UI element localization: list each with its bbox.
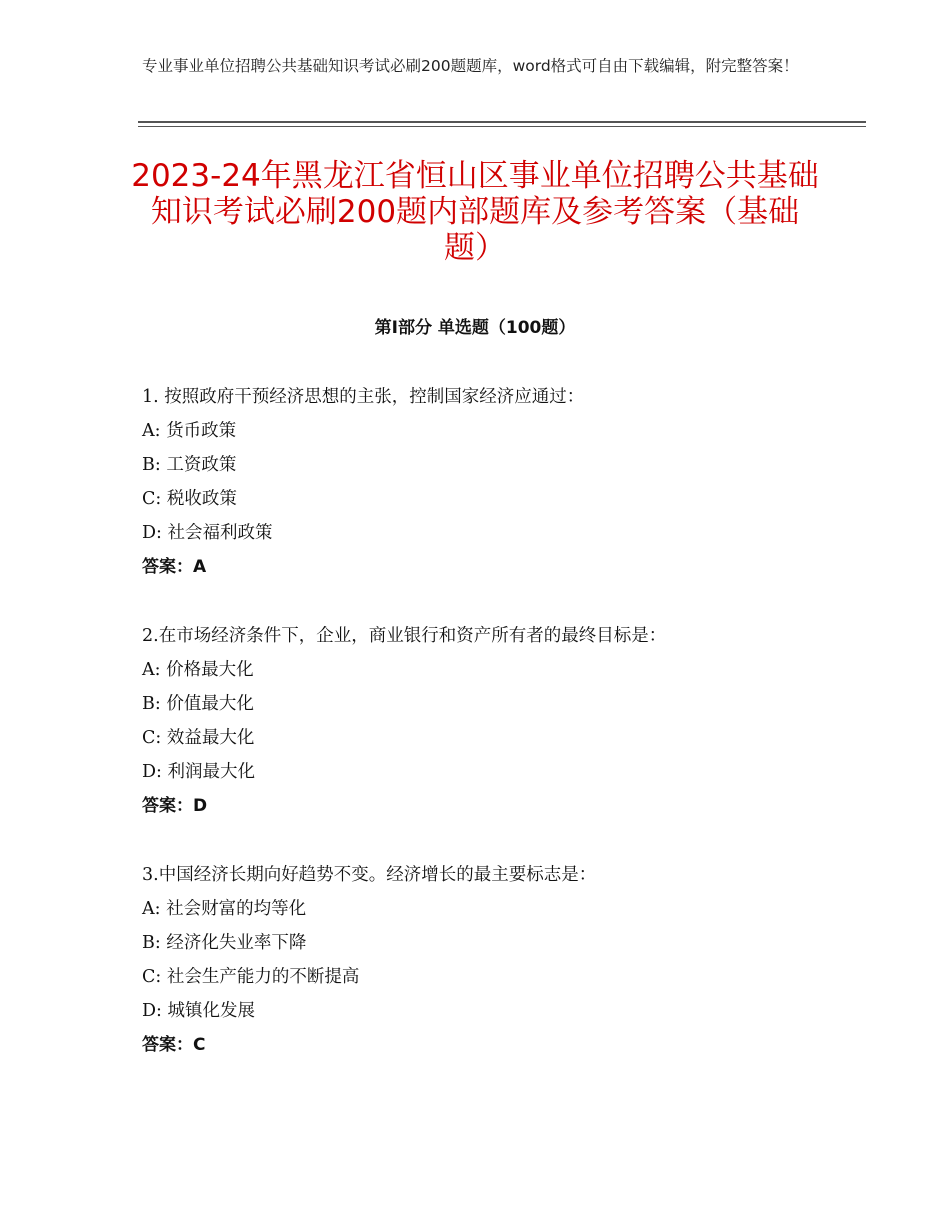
question-text: 2.在市场经济条件下，企业，商业银行和资产所有者的最终目标是： [142,626,667,646]
option-a: A: 价格最大化 [142,660,254,680]
question-text: 1. 按照政府干预经济思想的主张，控制国家经济应通过： [142,387,585,407]
question-text: 3.中国经济长期向好趋势不变。经济增长的最主要标志是： [142,865,597,885]
header-note: 专业事业单位招聘公共基础知识考试必刷200题题库，word格式可自由下载编辑，附完整答案！ [142,57,799,75]
option-c: C: 税收政策 [142,489,237,509]
answer-line: 答案：D [142,796,208,816]
option-a: A: 货币政策 [142,421,237,441]
question-list [142,380,842,1097]
option-b: B: 经济化失业率下降 [142,933,307,953]
option-d: D: 城镇化发展 [142,1001,255,1021]
option-d: D: 社会福利政策 [142,523,273,543]
question-item [142,858,842,1062]
option-a: A: 社会财富的均等化 [142,899,307,919]
header-rule-thick [138,121,866,123]
answer-line: 答案：C [142,1035,206,1055]
question-item [142,380,842,584]
answer-line: 答案：A [142,557,207,577]
option-b: B: 工资政策 [142,455,237,475]
section-heading: 第Ⅰ部分 单选题（100题） [374,318,576,338]
option-c: C: 社会生产能力的不断提高 [142,967,360,987]
question-item [142,619,842,823]
option-b: B: 价值最大化 [142,694,254,714]
option-c: C: 效益最大化 [142,728,255,748]
option-d: D: 利润最大化 [142,762,255,782]
document-title: 2023-24年黑龙江省恒山区事业单位招聘公共基础知识考试必刷200题内部题库及参考答案（基础题） [131,158,819,266]
header-rule-thin [138,126,866,127]
